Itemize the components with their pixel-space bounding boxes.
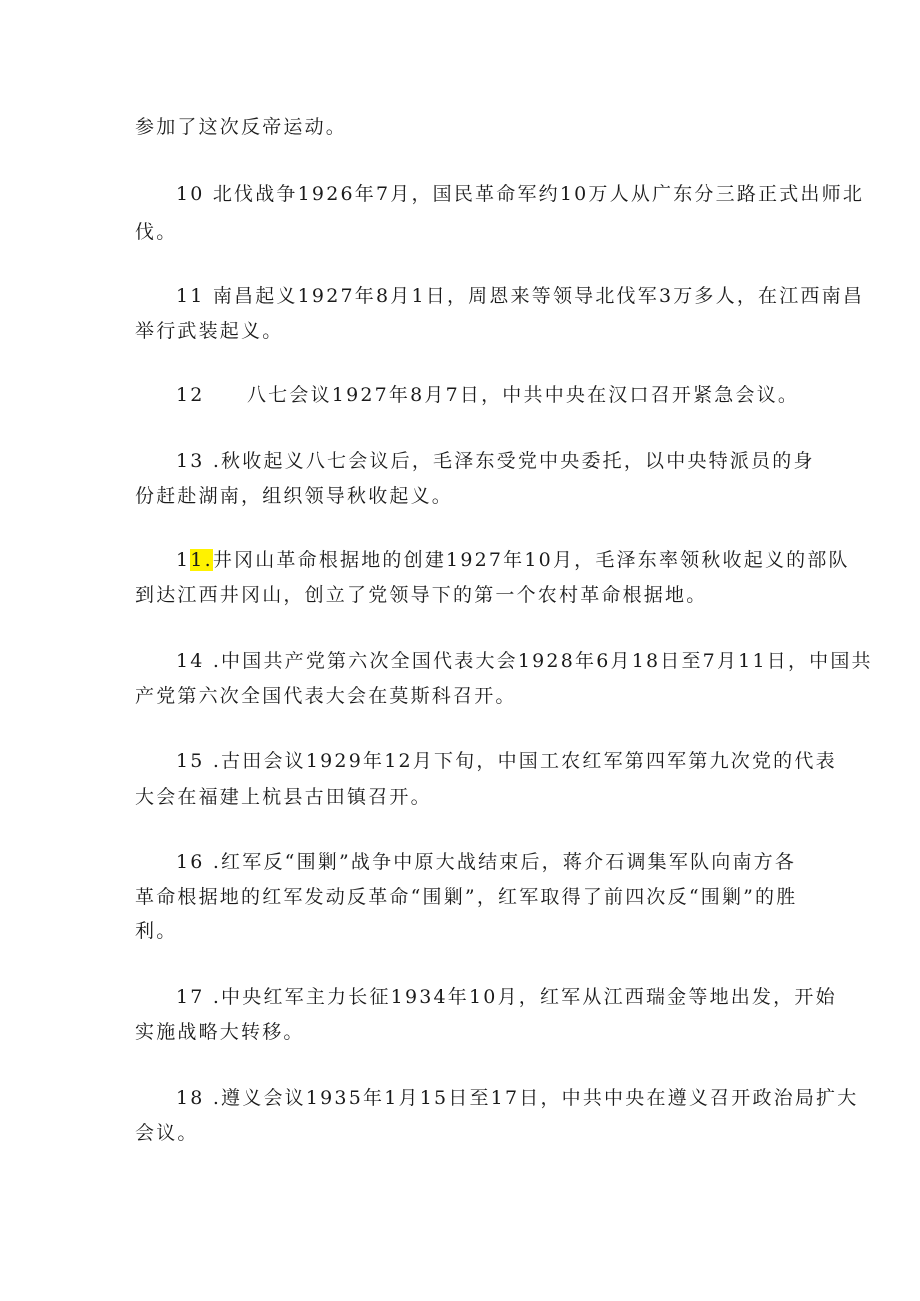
paragraph-line: 到达江西井冈山，创立了党领导下的第一个农村革命根据地。 [135,584,708,606]
paragraph-line: 份赶赴湖南，组织领导秋收起义。 [135,485,454,507]
paragraph-line: 实施战略大转移。 [135,1021,305,1043]
paragraph-line: 15 .古田会议1929年12月下旬，中国工农红军第四军第九次党的代表 [176,750,837,772]
paragraph-line: 10 北伐战争1926年7月，国民革命军约10万人从广东分三路正式出师北 [176,183,865,205]
paragraph-line: 14 .中国共产党第六次全国代表大会1928年6月18日至7月11日，中国共 [176,650,873,672]
paragraph-line: 参加了这次反帝运动。 [135,116,348,138]
line-text: 井冈山革命根据地的创建1927年10月，毛泽东率领秋收起义的部队 [212,549,850,571]
paragraph-line: 伐。 [135,221,178,243]
paragraph-line: 12 八七会议1927年8月7日，中共中央在汉口召开紧急会议。 [176,384,800,406]
item-number: 1 [176,549,191,571]
paragraph-line: 13 .秋收起义八七会议后，毛泽东受党中央委托，以中央特派员的身 [176,450,815,472]
paragraph-line: 革命根据地的红军发动反革命“围剿”，红军取得了前四次反“围剿”的胜 [135,886,798,908]
paragraph-line: 利。 [135,920,178,942]
paragraph-line: 举行武装起义。 [135,320,284,342]
highlighted-text: 1. [190,549,213,571]
paragraph-line: 产党第六次全国代表大会在莫斯科召开。 [135,685,517,707]
paragraph-line: 大会在福建上杭县古田镇召开。 [135,786,432,808]
paragraph-line: 18 .遵义会议1935年1月15日至17日，中共中央在遵义召开政治局扩大 [176,1087,859,1109]
paragraph-line: 16 .红军反“围剿”战争中原大战结束后，蒋介石调集军队向南方各 [176,851,797,873]
paragraph-line: 11 南昌起义1927年8月1日，周恩来等领导北伐军3万多人，在江西南昌 [176,285,865,307]
paragraph-line [176,546,850,574]
paragraph-line: 会议。 [135,1122,199,1144]
paragraph-line: 17 .中央红军主力长征1934年10月，红军从江西瑞金等地出发，开始 [176,986,837,1008]
